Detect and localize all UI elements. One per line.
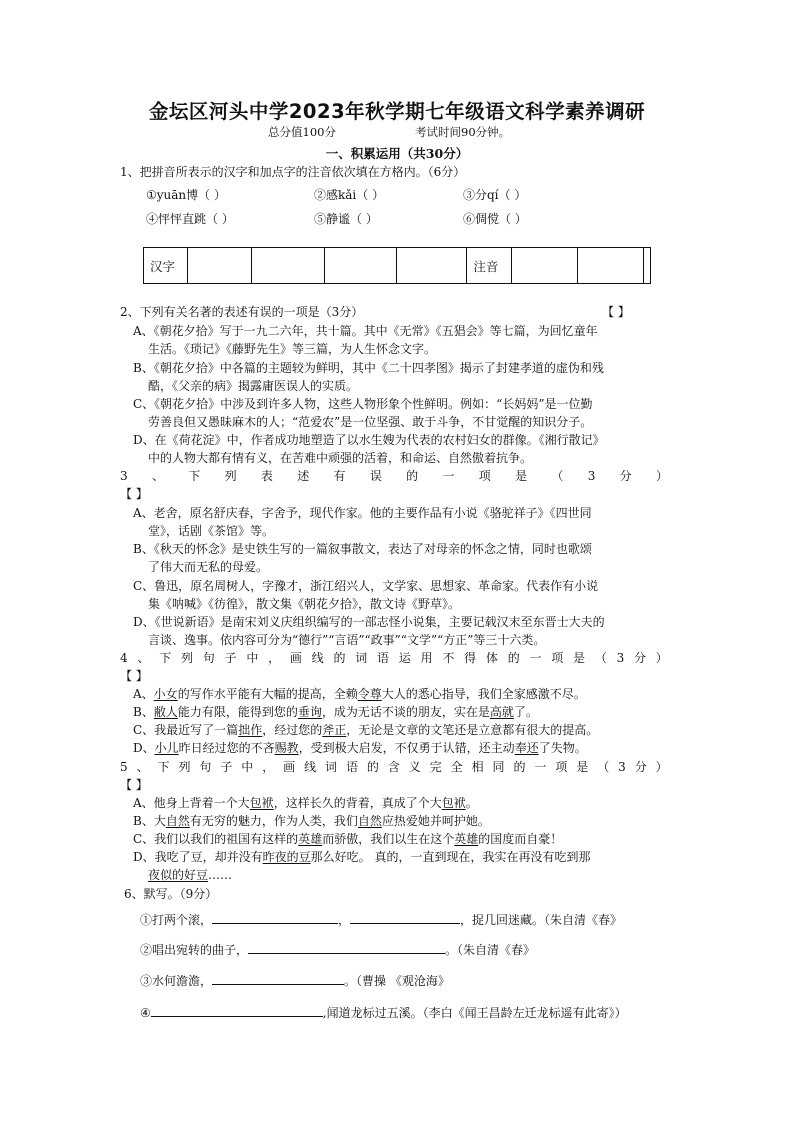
q3-option-a: A、老舍，原名舒庆春，字舍予，现代作家。他的主要作品有小说《骆驼祥子》《四世同 [133,506,592,520]
q6-line-3: ③水何澹澹， 。（曹操 《观沧海》 [140,971,450,990]
q2-option-d-cont: 中的人物大都有情有义，在苦难中顽强的活着，和命运、自然傲着抗争。 [148,451,533,465]
grid-label-zhuyin: 注音 [467,248,511,284]
answer-grid [143,247,651,284]
q2-option-b: B、《朝花夕拾》中各篇的主题较为鲜明，其中《二十四孝图》揭示了封建孝道的虚伪和残 [133,361,604,375]
fill-blank[interactable] [350,910,460,924]
fill-blank[interactable] [212,910,338,924]
q2-option-b-cont: 酷，《父亲的病》揭露庸医误人的实质。 [148,379,359,393]
q3-option-c: C、鲁迅，原名周树人，字豫才，浙江绍兴人，文学家、思想家、革命家。代表作有小说 [133,579,599,593]
q2-option-c: C、《朝花夕拾》中涉及到许多人物，这些人物形象个性鲜明。例如：“长妈妈”是一位勤 [133,397,593,411]
q3-option-d-cont: 言谈、逸事。依内容可分为“德行”“言语”“政事”“文学”“方正”等三十六类。 [148,633,546,647]
q5-option-c: C、我们以我们的祖国有这样的英雄而骄傲，我们以生在这个英雄的国度而自豪！ [133,832,563,846]
q2-option-d: D、在《荷花淀》中，作者成功地塑造了以水生嫂为代表的农村妇女的群像。《湘行散记》 [133,433,605,447]
q4-option-a: A、小女的写作水平能有大幅的提高，全赖令尊大人的悉心指导，我们全家感激不尽。 [133,687,586,701]
q5-stem: 5 、 下 列 句 子 中 ， 画 线 词 语 的 含 义 完 全 相 同 的 一 项 是 （ 3 分 ） [120,760,668,774]
q4-option-b: B、敝人能力有限，能得到您的垂询，成为无话不谈的朋友，实在是高就了。 [133,705,538,719]
grid-cell[interactable] [188,248,252,284]
q2-option-a-cont: 生活。《琐记》《藤野先生》等三篇，为人生怀念文字。 [148,342,437,356]
q2-option-a: A、《朝花夕拾》写于一九二六年，共十篇。其中《无常》《五猖会》等七篇，为回忆童年 [133,324,598,338]
grid-cell[interactable] [325,248,397,284]
total-score: 总分值100分 [268,125,336,139]
fill-blank[interactable] [151,1003,323,1017]
q1-item-1: ①yuān博（ ） [146,188,226,202]
q3-option-c-cont: 集《呐喊》《彷徨》，散文集《朝花夕拾》，散文诗《野草》。 [148,597,461,611]
grid-cell[interactable] [511,248,577,284]
q1-item-3: ③分qí（ ） [463,188,527,202]
q2-answer-bracket[interactable]: 【 】 [602,305,630,319]
q1-item-5: ⑤静谧（ ） [314,212,378,226]
q2-stem: 2、下列有关名著的表述有误的一项是（3分） [120,305,364,319]
section-heading: 一、积累运用（共30分） [325,146,469,161]
q5-option-b: B、大自然有无穷的魅力，作为人类，我们自然应热爱她并呵护她。 [133,814,490,828]
exam-time: 考试时间90分钟。 [415,125,511,139]
q5-option-d-cont: 夜似的好豆…… [148,868,233,882]
q3-answer-bracket[interactable]: 【 】 [120,487,148,501]
q1-item-2: ②感kǎi（ ） [314,188,385,202]
q6-stem: 6、默写。（9分） [124,887,218,901]
q3-stem: 3 、 下 列 表 述 有 误 的 一 项 是 （ 3 分 ） [120,469,668,483]
q4-answer-bracket[interactable]: 【 】 [120,669,148,683]
q3-option-d: D、《世说新语》是南宋刘义庆组织编写的一部志怪小说集，主要记载汉末至东晋士大夫的 [133,615,605,629]
q5-option-a: A、他身上背着一个大包袱，这样长久的背着，真成了个大包袱。 [133,796,478,810]
grid-cell[interactable] [397,248,467,284]
q2-option-c-cont: 劳善良但又愚昧麻木的人；“范爱农”是一位坚强、敢于斗争，不甘觉醒的知识分子。 [148,415,593,429]
q4-stem: 4 、 下 列 句 子 中 ， 画 线 的 词 语 运 用 不 得 体 的 一 项 是 （ 3 分 ） [120,651,668,665]
q1-stem: 1、把拼音所表示的汉字和加点字的注音依次填在方格内。（6分） [120,165,466,179]
grid-label-hanzi: 汉字 [144,248,188,284]
q1-item-4: ④怦怦直跳（ ） [146,212,234,226]
fill-blank[interactable] [212,971,344,985]
q5-answer-bracket[interactable]: 【 】 [120,778,148,792]
page-title: 金坛区河头中学2023年秋学期七年级语文科学素养调研 [148,100,646,123]
q3-option-b: B、《秋天的怀念》是史铁生写的一篇叙事散文，表达了对母亲的怀念之情，同时也歌颂 [133,542,592,556]
grid-cell[interactable] [252,248,325,284]
q3-option-a-cont: 堂》，话剧《茶馆》等。 [148,524,275,538]
q4-option-c: C、我最近写了一篇拙作，经过您的斧正，无论是文章的文笔还是立意都有很大的提高。 [133,723,599,737]
q4-option-d: D、小儿昨日经过您的不吝赐教，受到极大启发，不仅勇于认错，还主动奉还了失物。 [133,741,587,755]
q6-line-4: ④ ,闻道龙标过五溪。（李白《闻王昌龄左迁龙标遥有此寄》） [140,1003,627,1022]
fill-blank[interactable] [248,940,445,954]
q3-option-b-cont: 了伟大而无私的母爱。 [148,560,269,574]
grid-cell[interactable] [577,248,643,284]
q5-option-d: D、我吃了豆，却并没有昨夜的豆那么好吃。 真的，一直到现在，我实在再没有吃到那 [133,850,591,864]
q1-item-6: ⑥倜傥（ ） [463,212,527,226]
q6-line-1: ①打两个滚， ， ，捉几回迷藏。（朱自清《春》 [140,910,622,929]
grid-cell[interactable] [644,248,651,284]
q6-line-2: ②唱出宛转的曲子， 。（朱自清《春》 [140,940,535,959]
